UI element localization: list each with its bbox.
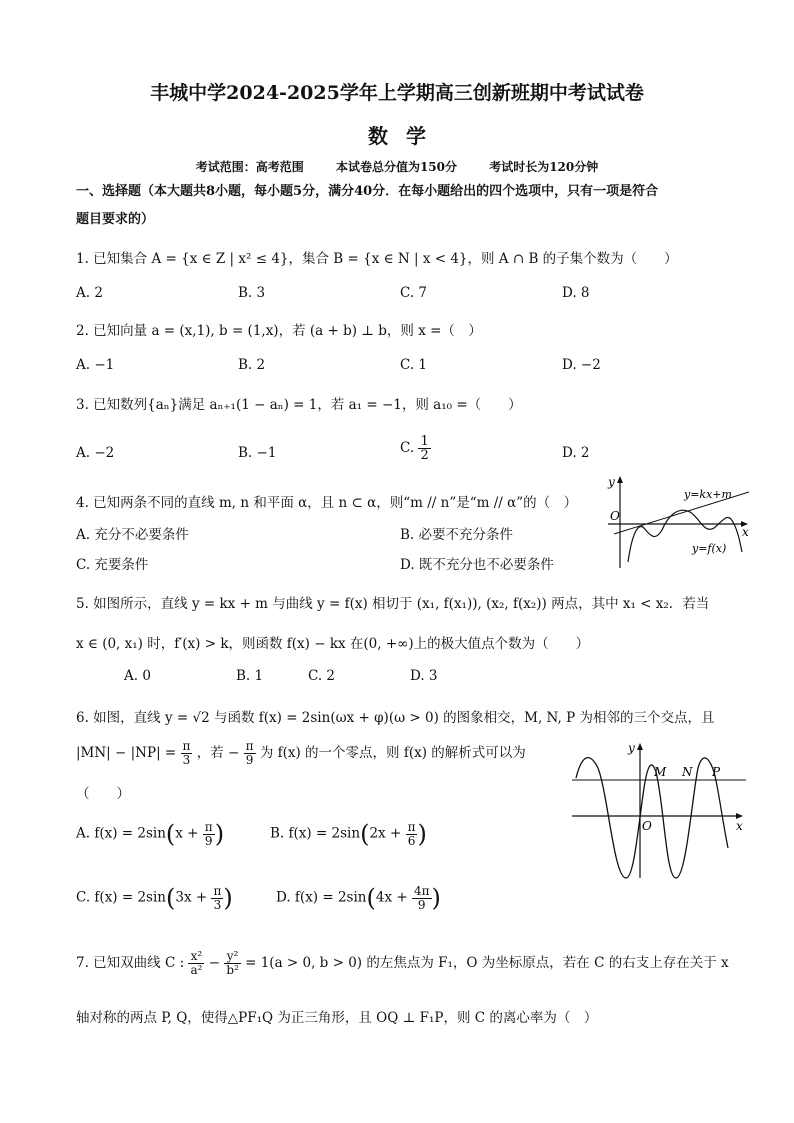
exam-title: 丰城中学2024-2025学年上学期高三创新班期中考试试卷 <box>150 82 644 104</box>
exam-total-score: 本试卷总分值为150分 <box>335 160 457 174</box>
question-4-option-d: D. 既不充分也不必要条件 <box>400 557 554 573</box>
question-5-stem-line2: x ∈ (0, x₁) 时，f′(x) > k，则函数 f(x) − kx 在(0, +∞)上的极大值点个数为（ ） <box>76 636 590 652</box>
figure6-y-label: y <box>628 741 635 755</box>
question-5-option-b: B. 1 <box>236 668 264 684</box>
question-6-stem-line1: 6. 如图，直线 y = √2 与函数 f(x) = 2sin(ωx + φ)(ω > 0) 的图象相交，M, N, P 为相邻的三个交点，且 <box>76 710 715 726</box>
question-6-option-c: C. f(x) = 2sin(3x + $\frac{\pi}{3}$ ) <box>76 883 233 912</box>
figure6-x-label: x <box>736 819 743 833</box>
exam-info <box>0 158 794 175</box>
section-heading-line1: 一、选择题（本大题共8小题，每小题5分，满分40分．在每小题给出的四个选项中，只有一项是符合 <box>76 184 659 199</box>
question-2-option-a: A. −1 <box>76 357 115 373</box>
question-2-option-b: B. 2 <box>238 357 266 373</box>
question-3-option-d: D. 2 <box>562 445 590 461</box>
question-6-option-b: B. f(x) = 2sin(2x + $\frac{\pi}{6}$ ) <box>270 819 427 848</box>
section-heading-line2: 题目要求的） <box>76 212 155 227</box>
question-1-option-d: D. 8 <box>562 285 590 301</box>
figure4-curve-label: y=f(x) <box>692 542 727 555</box>
question-3-option-a: A. −2 <box>76 445 115 461</box>
figure4-x-label: x <box>742 525 749 539</box>
question-4-option-a: A. 充分不必要条件 <box>76 527 189 543</box>
question-2-stem: 2. 已知向量 a = (x,1), b = (1,x)，若 (a + b) ⊥ b，则 x =（ ） <box>76 323 482 339</box>
question-5-stem-line1: 5. 如图所示，直线 y = kx + m 与曲线 y = f(x) 相切于 (x₁, f(x₁)), (x₂, f(x₂)) 两点，其中 x₁ < x₂．若当 <box>76 596 710 612</box>
question-6-option-a: A. f(x) = 2sin(x + $\frac{\pi}{9}$ ) <box>76 819 225 848</box>
figure6-label-p: P <box>712 765 721 779</box>
sine-intersection-figure <box>568 738 754 884</box>
figure4-y-arrow <box>617 476 623 483</box>
figure6-sine-curve <box>576 758 728 878</box>
subject-title: 数学 <box>368 124 444 148</box>
question-3-option-c-fraction: $\frac{1}{2}$ <box>420 434 429 463</box>
figure4-y-label: y <box>608 475 615 489</box>
question-7-stem-line1: 7. 已知双曲线 C : $\frac{\text{x²}}{\text{a²}}$ − $\frac{\text{y²}}{\text{b²}}$ = 1(a > 0, b > 0) 的左焦点为 F₁，O 为坐标原点，若在 C 的右支上存在关于 x <box>76 949 729 977</box>
question-7-fraction-x2-a2: $\frac{\text{x²}}{\text{a²}}$ <box>190 949 203 977</box>
exam-range: 考试范围：高考范围 <box>195 160 304 174</box>
question-3-option-c <box>400 435 431 462</box>
question-4-option-b: B. 必要不充分条件 <box>400 527 514 543</box>
question-4-option-c: C. 充要条件 <box>76 557 149 573</box>
question-7-fraction-y2-b2: $\frac{\text{y²}}{\text{b²}}$ <box>226 949 239 977</box>
question-4-stem: 4. 已知两条不同的直线 m, n 和平面 α，且 n ⊂ α，则“m // n”是“m // α”的（ ） <box>76 495 578 511</box>
question-6-option-d: D. f(x) = 2sin(4x + $\frac{4\pi}{9}$ ) <box>276 883 441 912</box>
exam-duration: 考试时长为120分钟 <box>489 160 599 174</box>
question-3-option-c-label: C. <box>400 440 415 456</box>
question-6-fraction-pi-9: $\frac{\pi}{9}$ <box>245 739 254 767</box>
question-5-option-c: C. 2 <box>308 668 336 684</box>
figure6-origin-label: O <box>642 819 652 833</box>
question-6-fraction-pi-3: $\frac{\pi}{3}$ <box>182 739 191 767</box>
question-1-option-c: C. 7 <box>400 285 428 301</box>
figure6-label-n: N <box>682 765 693 779</box>
question-1-option-a: A. 2 <box>76 285 103 301</box>
figure6-label-m: M <box>654 765 667 779</box>
question-3-option-b: B. −1 <box>238 445 277 461</box>
figure4-origin-label: O <box>610 509 620 523</box>
question-5-option-d: D. 3 <box>410 668 438 684</box>
figure4-line-label: y=kx+m <box>684 488 732 501</box>
question-3-stem: 3. 已知数列{aₙ}满足 aₙ₊₁(1 − aₙ) = 1，若 a₁ = −1，则 a₁₀ =（ ） <box>76 397 522 413</box>
figure6-y-arrow <box>637 743 643 750</box>
question-2-option-d: D. −2 <box>562 357 601 373</box>
question-1-stem: 1. 已知集合 A = {x ∈ Z | x² ≤ 4}，集合 B = {x ∈ N | x < 4}，则 A ∩ B 的子集个数为（ ） <box>76 251 678 267</box>
question-2-option-c: C. 1 <box>400 357 428 373</box>
question-6-stem-line2: |MN| − |NP| = $\frac{\pi}{3}$ ，若 − $\frac{\pi}{9}$ 为 f(x) 的一个零点，则 f(x) 的解析式可以为 <box>76 739 526 767</box>
question-1-option-b: B. 3 <box>238 285 266 301</box>
question-5-option-a: A. 0 <box>124 668 151 684</box>
tangent-line-figure <box>604 472 754 572</box>
question-6-stem-line3: （ ） <box>76 786 130 802</box>
question-7-stem-line2: 轴对称的两点 P, Q，使得△PF₁Q 为正三角形，且 OQ ⊥ F₁P，则 C 的离心率为（ ） <box>76 1010 598 1026</box>
